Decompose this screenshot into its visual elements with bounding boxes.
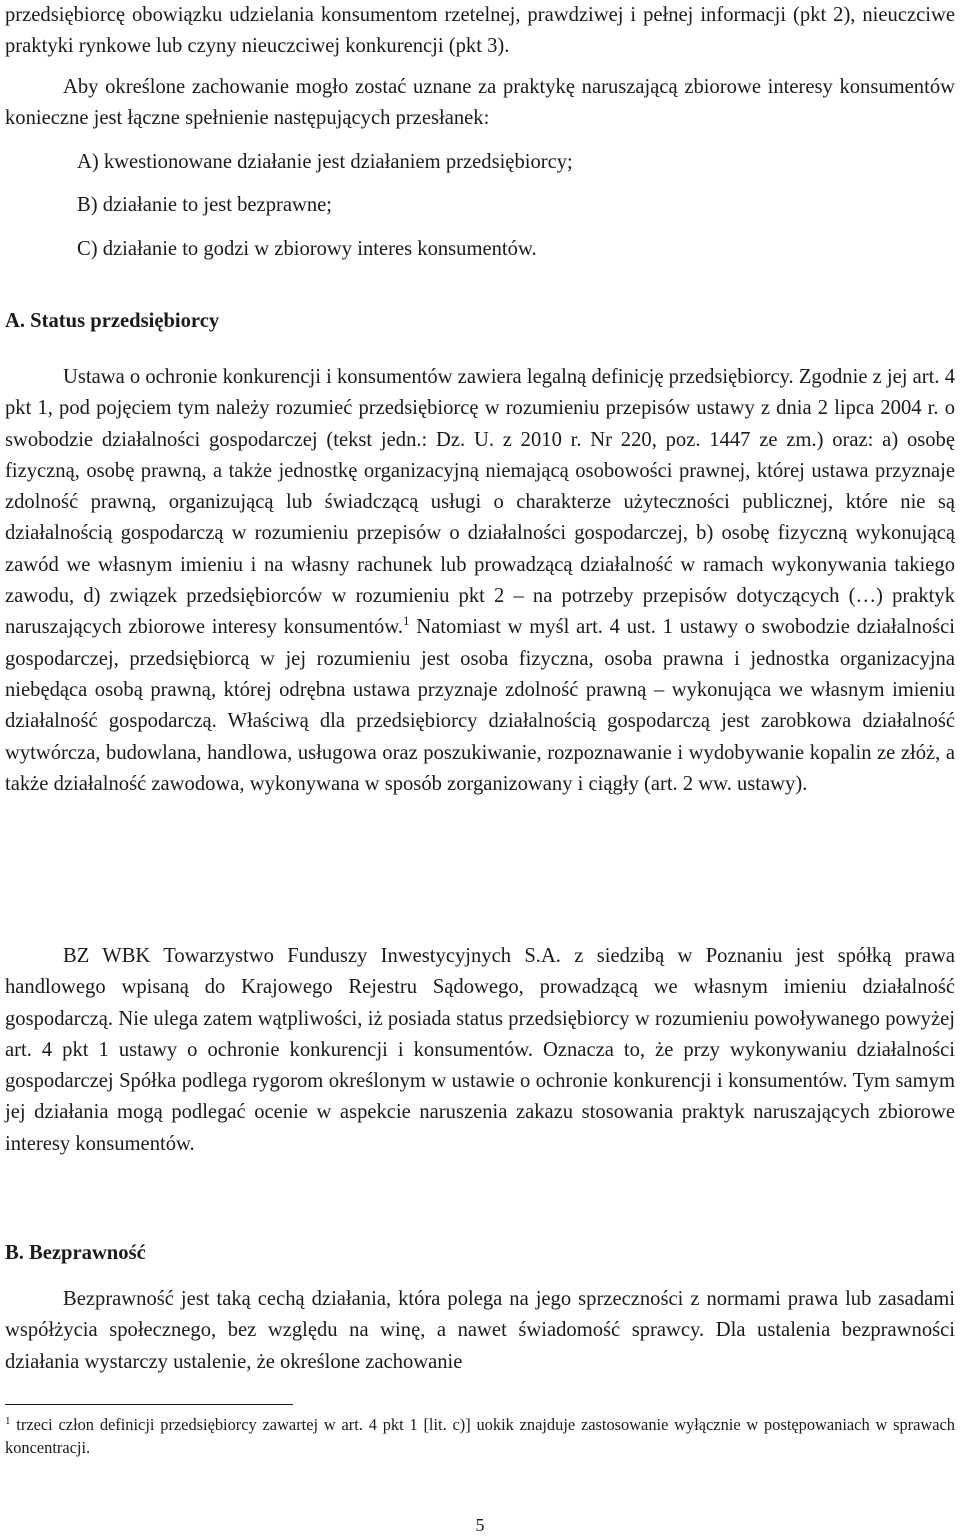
section-heading-a: A. Status przedsiębiorcy [5, 310, 220, 332]
footnote-separator [5, 1404, 293, 1405]
page-number: 5 [475, 1515, 485, 1535]
list-item: A) kwestionowane działanie jest działaniem przedsiębiorcy; [77, 151, 573, 173]
paragraph-company-status: BZ WBK Towarzystwo Funduszy Inwestycyjnych S.A. z siedzibą w Poznaniu jest spółką prawa handlowego wpisaną do Krajowego Rejestru Sądowego, prowadzącą we własnym imieniu działalność gospodarczą. Nie ulega zatem wątpliwości, iż posiada status przedsiębiorcy w rozumieniu powoływanego powyżej art. 4 pkt 1 ustawy o ochronie konkurencji i konsumentów. Oznacza to, że przy wykonywaniu działalności gospodarczej Spółka podlega rygorom określonym w ustawie o ochronie konkurencji i konsumentów. Tym samym jej działania mogą podlegać ocenie w aspekcie naruszenia zakazu stosowania praktyk naruszających zbiorowe interesy konsumentów. [5, 945, 955, 1155]
paragraph-definition-text: Ustawa o ochronie konkurencji i konsumentów zawiera legalną definicję przedsiębiorcy. Zgodnie z jej art. 4 pkt 1, pod pojęciem tym należy rozumieć przedsiębiorcę w rozumieniu przepisów ustawy z dnia 2 lipca 2004 r. o swobodzie działalności gospodarczej (tekst jedn.: Dz. U. z 2010 r. Nr 220, poz. 1447 ze zm.) oraz: a) osobę fizyczną, osobę prawną, a także jednostkę organizacyjną niemającą osobowości prawnej, której ustawa przyznaje zdolność prawną, organizującą lub świadczącą usługi o charakterze użyteczności publicznej, które nie są działalnością gospodarczą w rozumieniu przepisów o działalności gospodarczej, b) osobę fizyczną wykonującą zawód we własnym imieniu i na własny rachunek lub prowadzącą działalność w ramach wykonywania takiego zawodu, d) związek przedsiębiorców w rozumieniu pkt 2 – na potrzeby przepisów dotyczących (…) praktyk naruszających zbiorowe interesy konsumentów. [5, 366, 955, 639]
paragraph-continuation: przedsiębiorcę obowiązku udzielania konsumentom rzetelnej, prawdziwej i pełnej informacji (pkt 2), nieuczciwe praktyki rynkowe lub czyny nieuczciwej konkurencji (pkt 3). [5, 4, 955, 58]
footnote-text: trzeci człon definicji przedsiębiorcy zawartej w art. 4 pkt 1 [lit. c)] uokik znajduje zastosowanie wyłącznie w postępowaniach w sprawach koncentracji. [5, 1415, 955, 1457]
paragraph-unlawfulness: Bezprawność jest taką cechą działania, która polega na jego sprzeczności z normami prawa lub zasadami współżycia społecznego, bez względu na winę, a nawet świadomość sprawcy. Dla ustalenia bezprawności działania wystarczy ustalenie, że określone zachowanie [5, 1288, 955, 1373]
paragraph-definition-text-cont: Natomiast w myśl art. 4 ust. 1 ustawy o swobodzie działalności gospodarczej, przedsiębiorcą w jej rozumieniu jest osoba fizyczna, osoba prawna i jednostka organizacyjna niebędąca osobą prawną, której odrębna ustawa przyznaje zdolność prawną – wykonująca we własnym imieniu działalność gospodarczą. Właściwą dla przedsiębiorcy działalnością gospodarczą jest zarobkowa działalność wytwórcza, budowlana, handlowa, usługowa oraz poszukiwanie, rozpoznawanie i wydobywanie kopalin ze złóż, a także działalność zawodowa, wykonywana w sposób zorganizowany i ciągły (art. 2 ww. ustawy). [5, 616, 955, 795]
footnote [5, 1414, 955, 1459]
paragraph-definition [5, 362, 955, 800]
list-item: B) działanie to jest bezprawne; [77, 194, 333, 217]
paragraph-conditions-intro: Aby określone zachowanie mogło zostać uznane za praktykę naruszającą zbiorowe interesy konsumentów konieczne jest łączne spełnienie następujących przesłanek: [5, 76, 955, 130]
conditions-list [5, 147, 955, 265]
list-item: C) działanie to godzi w zbiorowy interes konsumentów. [77, 237, 537, 260]
footnote-reference[interactable]: 1 [403, 613, 410, 629]
footnote-marker: 1 [5, 1415, 11, 1427]
section-heading-b: B. Bezprawność [5, 1242, 146, 1264]
